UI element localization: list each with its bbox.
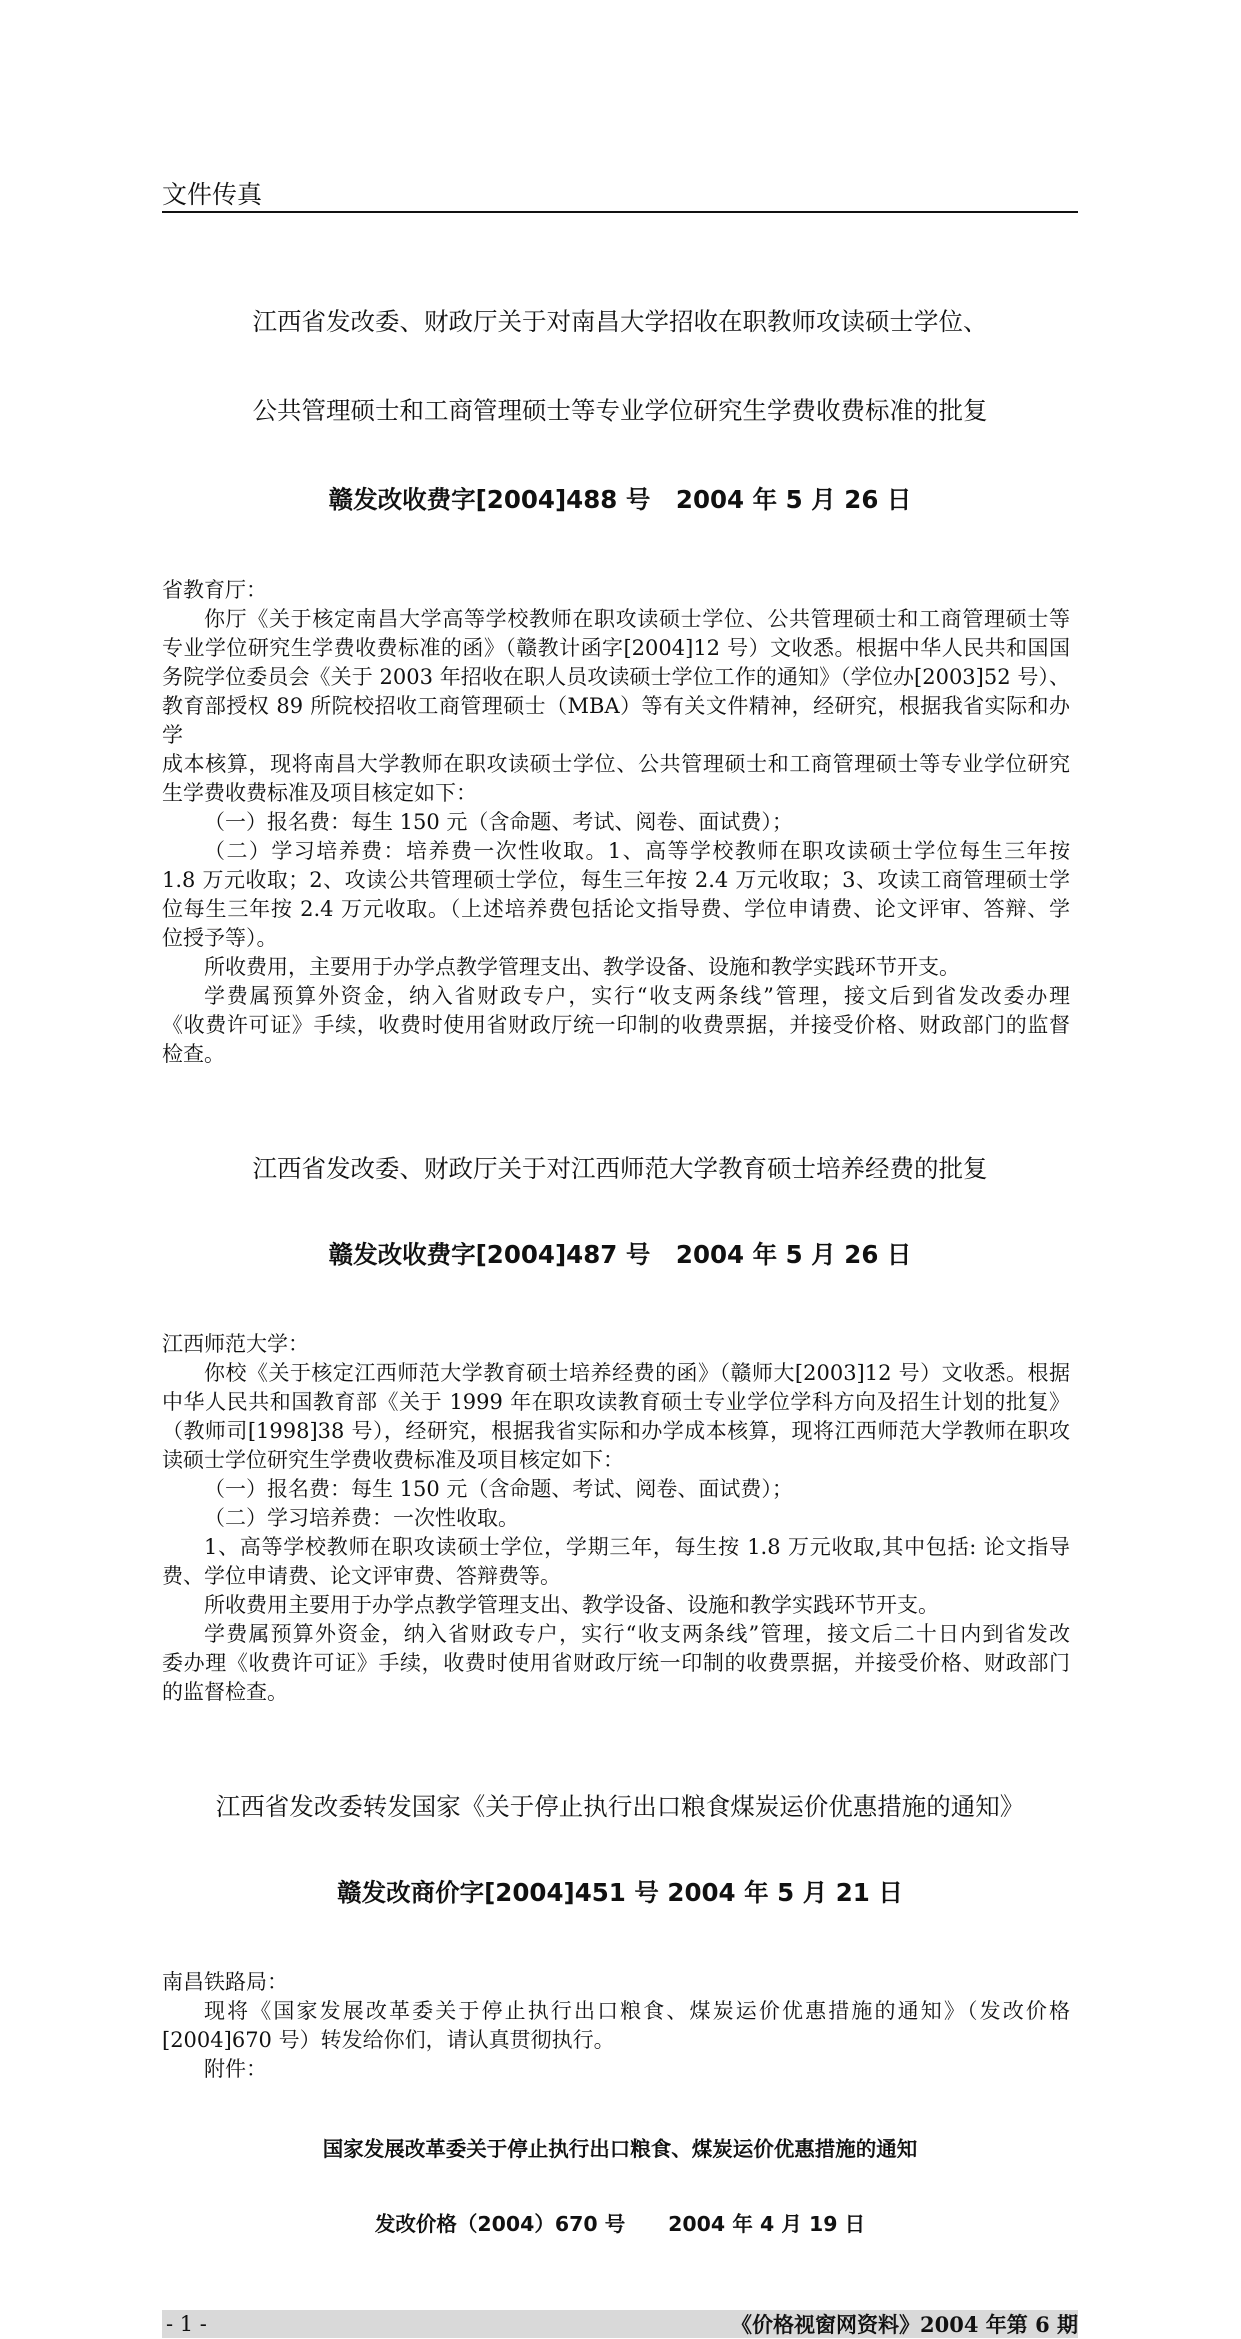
paragraph (162, 837, 1070, 953)
paragraph-line: [2004]670 号）转发给你们，请认真贯彻执行。 (162, 2028, 615, 2052)
paragraph-line: 1.8 万元收取；2、攻读公共管理硕士学位，每生三年按 2.4 万元收取；3、攻读工商管理硕士学 (162, 868, 1070, 892)
page-header-title: 文件传真 (162, 180, 263, 209)
footer-spacer (162, 2286, 1078, 2310)
recipient: 南昌铁路局： (162, 1970, 288, 1994)
paragraph-line: 中华人民共和国教育部《关于 1999 年在职攻读教育硕士专业学位学科方向及招生计划的批复》 (162, 1390, 1070, 1414)
paragraph (162, 1997, 1070, 2055)
paragraph (162, 982, 1070, 1069)
paragraph-line: （一）报名费：每生 150 元（含命题、考试、阅卷、面试费）； (204, 1477, 793, 1501)
paragraph-line: 成本核算，现将南昌大学教师在职攻读硕士学位、公共管理硕士和工商管理硕士等专业学位研究 (162, 752, 1070, 776)
attachment-number-date: 发改价格（2004）670 号 2004 年 4 月 19 日 (374, 2212, 866, 2236)
paragraph-line: 所收费用，主要用于办学点教学管理支出、教学设备、设施和教学实践环节开支。 (204, 955, 960, 979)
doc-title-line: 公共管理硕士和工商管理硕士等专业学位研究生学费收费标准的批复 (252, 396, 988, 425)
paragraph-line: 的监督检查。 (162, 1680, 288, 1704)
recipient: 省教育厅： (162, 578, 267, 602)
paragraph-line: 学费属预算外资金，纳入省财政专户，实行“收支两条线”管理，接文后二十日内到省发改 (204, 1622, 1070, 1646)
paragraph-line: 《收费许可证》手续，收费时使用省财政厅统一印制的收费票据，并接受价格、财政部门的监督 (162, 1013, 1070, 1037)
paragraph (162, 808, 1070, 837)
paragraph (162, 1475, 1070, 1504)
paragraph-line: 现将《国家发展改革委关于停止执行出口粮食、煤炭运价优惠措施的通知》（发改价格 (204, 1999, 1070, 2023)
paragraph-line: 你校《关于核定江西师范大学教育硕士培养经费的函》（赣师大[2003]12 号）文收悉。根据 (204, 1361, 1070, 1385)
paragraph-line: 费、学位申请费、论文评审费、答辩费等。 (162, 1564, 561, 1588)
paragraph-line: （一）报名费：每生 150 元（含命题、考试、阅卷、面试费）； (204, 810, 793, 834)
paragraph-line: 附件： (204, 2057, 267, 2081)
paragraph (162, 1359, 1070, 1475)
paragraph (162, 953, 1070, 982)
paragraph (162, 605, 1070, 808)
doc-number-date: 赣发改收费字[2004]488 号 2004 年 5 月 26 日 (328, 485, 912, 514)
paragraph-line: （二）学习培养费：一次性收取。 (204, 1506, 519, 1530)
document-page (162, 180, 1078, 2338)
doc-1-title (162, 248, 1078, 573)
paragraph-line: 专业学位研究生学费收费标准的函》（赣教计函字[2004]12 号）文收悉。根据中华人民共和国国 (162, 636, 1070, 660)
paragraph-line: 位授予等）。 (162, 926, 278, 950)
paragraph (162, 1591, 1070, 1620)
paragraph-line: 学费属预算外资金，纳入省财政专户，实行“收支两条线”管理，接文后到省发改委办理 (204, 984, 1070, 1008)
paragraph-line: （教师司[1998]38 号），经研究，根据我省实际和办学成本核算，现将江西师范大学教师在职攻 (162, 1419, 1070, 1443)
doc-title-line: 江西省发改委转发国家《关于停止执行出口粮食煤炭运价优惠措施的通知》 (215, 1792, 1025, 1821)
paragraph-line: 教育部授权 89 所院校招收工商管理硕士（MBA）等有关文件精神，经研究，根据我省实际和办学 (162, 694, 1070, 747)
paragraph (162, 1504, 1070, 1533)
attachment-title-line: 国家发展改革委关于停止执行出口粮食、煤炭运价优惠措施的通知 (322, 2137, 918, 2161)
doc-1-body (162, 576, 1070, 1069)
doc-number-date: 赣发改商价字[2004]451 号 2004 年 5 月 21 日 (337, 1878, 903, 1907)
publication-source: 《价格视窗网资料》2004 年第 6 期 (731, 2312, 1078, 2337)
doc-2-body (162, 1330, 1070, 1707)
paragraph-line: 位每生三年按 2.4 万元收取。（上述培养费包括论文指导费、学位申请费、论文评审、答辩、学 (162, 897, 1070, 921)
paragraph-line: 检查。 (162, 1042, 225, 1066)
recipient: 江西师范大学： (162, 1332, 309, 1356)
paragraph (162, 1620, 1070, 1707)
paragraph (162, 2055, 1070, 2084)
paragraph-line: 1、高等学校教师在职攻读硕士学位，学期三年，每生按 1.8 万元收取,其中包括: 论文指导 (204, 1535, 1070, 1559)
paragraph-line: 生学费收费标准及项目核定如下： (162, 781, 477, 805)
paragraph-line: 所收费用主要用于办学点教学管理支出、教学设备、设施和教学实践环节开支。 (204, 1593, 939, 1617)
doc-title-line: 江西省发改委、财政厅关于对江西师范大学教育硕士培养经费的批复 (252, 1154, 988, 1183)
paragraph-line: 务院学位委员会《关于 2003 年招收在职人员攻读硕士学位工作的通知》（学位办[2003]52 号）、 (162, 665, 1070, 689)
doc-2-title (162, 1097, 1078, 1327)
header-divider (162, 211, 1078, 213)
paragraph-line: 读硕士学位研究生学费收费标准及项目核定如下： (162, 1448, 624, 1472)
doc-title-line: 江西省发改委、财政厅关于对南昌大学招收在职教师攻读硕士学位、 (252, 307, 988, 336)
paragraph-line: 委办理《收费许可证》手续，收费时使用省财政厅统一印制的收费票据，并接受价格、财政部门 (162, 1651, 1070, 1675)
paragraph (162, 1533, 1070, 1591)
page-footer (162, 2310, 1078, 2338)
page-number: - 1 - (166, 2312, 207, 2336)
doc-3-title (162, 1735, 1078, 1965)
paragraph-line: 你厅《关于核定南昌大学高等学校教师在职攻读硕士学位、公共管理硕士和工商管理硕士等 (204, 607, 1070, 631)
doc-3-body (162, 1968, 1070, 2084)
attachment-title (162, 2088, 1078, 2286)
paragraph-line: （二）学习培养费：培养费一次性收取。1、高等学校教师在职攻读硕士学位每生三年按 (204, 839, 1070, 863)
doc-number-date: 赣发改收费字[2004]487 号 2004 年 5 月 26 日 (328, 1240, 912, 1269)
